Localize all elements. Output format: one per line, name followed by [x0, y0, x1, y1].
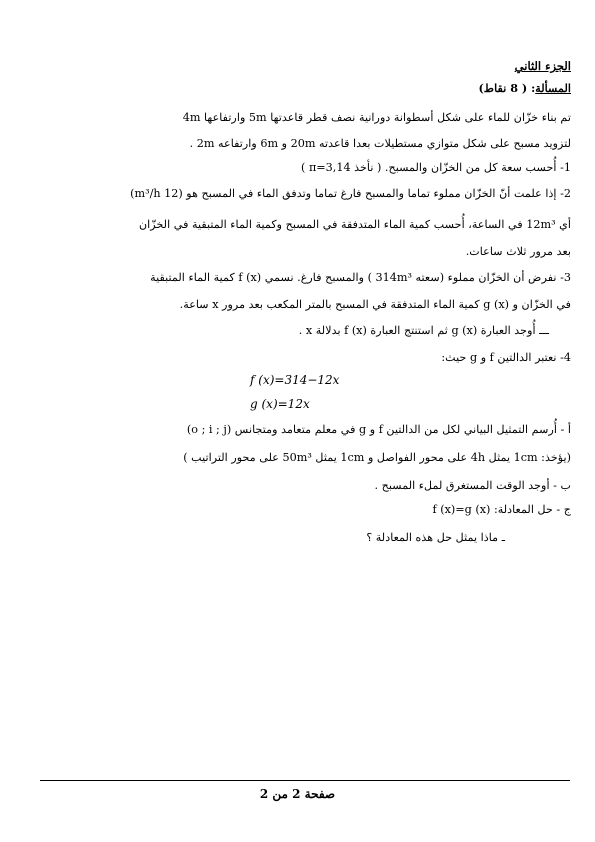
intro-line-2: لتزويد مسبح على شكل متوازي مستطيلات بعدا قاعدته 20m و 6m وارتفاعه 2m .: [189, 137, 571, 150]
question-4a: أ - أُرسم التمثيل البياني لكل من الدالتين f و g في معلم متعامد ومتجانس (o ; i ; j): [186, 423, 571, 436]
question-3-line-1: 3- نفرض أن الخزّان مملوء (سعته 314m³ ) والمسبح فارغ. نسمي f (x) كمية الماء المتبقية: [150, 271, 571, 284]
question-2-line-1: 2- إذا علمت أنّ الخزّان مملوء تماما والمسبح فارغ تماما وتدفق الماء في المسبح هو (12 m³/h): [130, 187, 571, 200]
equation-f: f (x)=314−12x: [250, 373, 340, 387]
problem-heading-row: [478, 80, 571, 96]
problem-heading: المسألة: [535, 81, 571, 95]
section-title: الجزء الثاني: [514, 59, 571, 73]
question-2-line-3: بعد مرور ثلاث ساعات.: [465, 245, 571, 258]
question-4c-meaning: ـ ماذا يمثل حل هذه المعادلة ؟: [366, 531, 505, 544]
question-4c: ج - حل المعادلة: f (x)=g (x): [432, 503, 571, 516]
question-4-intro: 4- نعتبر الدالتين f و g حيث:: [441, 351, 571, 364]
question-4a-scale: (يؤخذ: 1cm يمثل 4h على محور الفواصل و 1cm يمثل 50m³ على محور التراتيب ): [183, 451, 571, 464]
equation-g: g (x)=12x: [250, 397, 310, 411]
footer-divider: [40, 780, 570, 781]
question-3-line-3: ـــ أُوجد العبارة g (x) ثم استنتج العبارة f (x) بدلالة x .: [298, 324, 549, 337]
intro-line-1: تم بناء خزّان للماء على شكل أسطوانة دورانية نصف قطر قاعدتها 5m وارتفاعها 4m: [182, 111, 571, 124]
question-3-line-2: في الخزّان و g (x) كمية الماء المتدفقة في المسبح بالمتر المكعب بعد مرور x ساعة.: [179, 298, 571, 311]
problem-points: : ( 8 نقاط): [478, 81, 536, 95]
page-number: صفحة 2 من 2: [259, 787, 336, 801]
question-4b: ب - أوجد الوقت المستغرق لملء المسبح .: [374, 479, 571, 492]
question-2-line-2: أي 12m³ في الساعة، أُحسب كمية الماء المتدفقة في المسبح وكمية الماء المتبقية في الخزّان: [138, 218, 571, 231]
question-1: 1- أُحسب سعة كل من الخزّان والمسبح. ( نأخذ π=3,14 ): [301, 161, 571, 174]
